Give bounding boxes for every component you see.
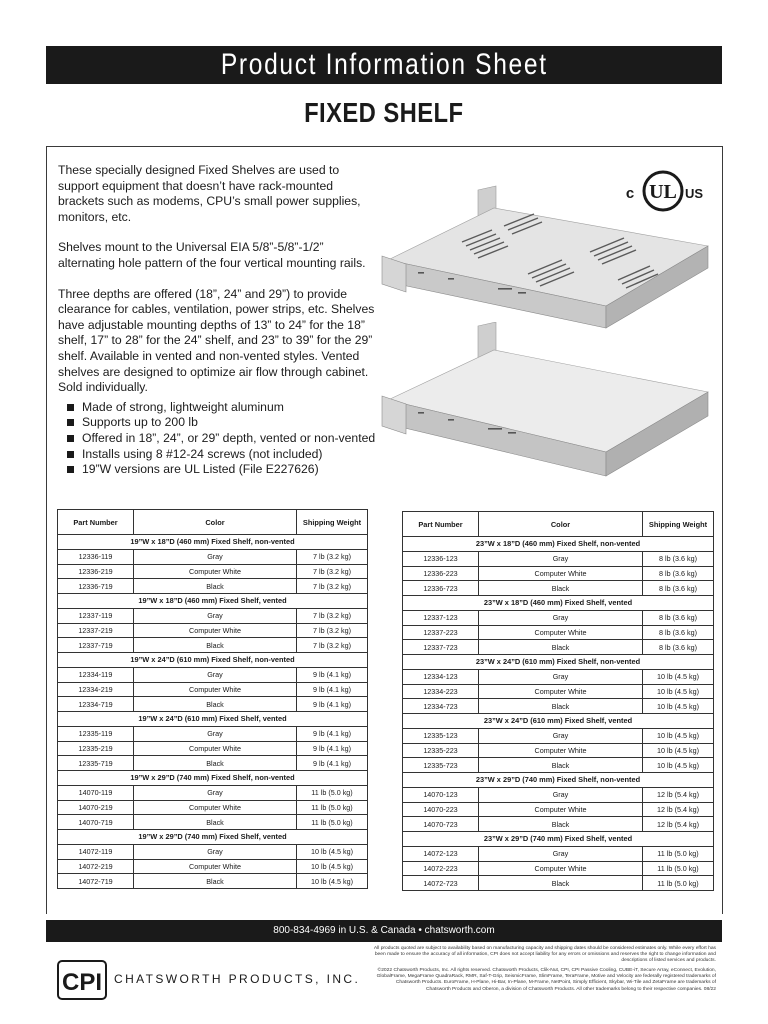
part-number-cell: 14072-219 <box>58 859 134 874</box>
table-row <box>403 566 714 581</box>
header-part-number: Part Number <box>58 510 134 535</box>
table-group-row <box>58 594 368 609</box>
table-header-row <box>58 510 368 535</box>
feature-item: Installs using 8 #12-24 screws (not included) <box>66 447 378 463</box>
part-number-cell: 12334-123 <box>403 669 479 684</box>
weight-cell: 7 lb (3.2 kg) <box>297 579 368 594</box>
table-row <box>58 549 368 564</box>
table-row <box>58 623 368 638</box>
table-row <box>403 743 714 758</box>
group-title: 23”W x 24”D (610 mm) Fixed Shelf, non-vented <box>403 655 714 670</box>
header-part-number: Part Number <box>403 512 479 537</box>
non-vented-shelf-image <box>378 322 714 480</box>
table-row <box>58 844 368 859</box>
table-row <box>403 846 714 861</box>
color-cell: Computer White <box>479 743 643 758</box>
table-row <box>403 640 714 655</box>
table-group-row <box>403 537 714 552</box>
color-cell: Black <box>134 638 297 653</box>
weight-cell: 11 lb (5.0 kg) <box>643 876 714 891</box>
header-color: Color <box>134 510 297 535</box>
color-cell: Black <box>479 817 643 832</box>
part-number-cell: 12334-219 <box>58 682 134 697</box>
table-row <box>403 817 714 832</box>
ul-left-text: c <box>625 185 635 202</box>
table-row <box>58 697 368 712</box>
weight-cell: 11 lb (5.0 kg) <box>297 815 368 830</box>
table-row <box>58 608 368 623</box>
table-group-row <box>58 771 368 786</box>
color-cell: Black <box>479 640 643 655</box>
color-cell: Computer White <box>134 800 297 815</box>
vented-shelf-image <box>378 184 714 334</box>
part-number-cell: 12335-219 <box>58 741 134 756</box>
weight-cell: 9 lb (4.1 kg) <box>297 682 368 697</box>
part-number-cell: 12336-719 <box>58 579 134 594</box>
table-group-row <box>58 830 368 845</box>
table-group-row <box>403 773 714 788</box>
weight-cell: 10 lb (4.5 kg) <box>643 758 714 773</box>
color-cell: Gray <box>134 667 297 682</box>
color-cell: Gray <box>134 726 297 741</box>
intro-text <box>58 163 378 478</box>
spec-table-19in <box>57 509 368 889</box>
table-row <box>403 728 714 743</box>
table-group-row <box>403 714 714 729</box>
weight-cell: 7 lb (3.2 kg) <box>297 549 368 564</box>
page-title: Product Information Sheet <box>220 48 548 81</box>
weight-cell: 10 lb (4.5 kg) <box>643 684 714 699</box>
header-color: Color <box>479 512 643 537</box>
weight-cell: 10 lb (4.5 kg) <box>643 699 714 714</box>
table-row <box>58 756 368 771</box>
weight-cell: 10 lb (4.5 kg) <box>643 669 714 684</box>
color-cell: Black <box>134 874 297 889</box>
table-row <box>58 800 368 815</box>
weight-cell: 12 lb (5.4 kg) <box>643 787 714 802</box>
table-row <box>403 684 714 699</box>
part-number-cell: 12335-119 <box>58 726 134 741</box>
weight-cell: 11 lb (5.0 kg) <box>643 846 714 861</box>
table-row <box>58 667 368 682</box>
part-number-cell: 12336-119 <box>58 549 134 564</box>
weight-cell: 9 lb (4.1 kg) <box>297 697 368 712</box>
contact-text: 800-834-4969 in U.S. & Canada • chatsworth.com <box>273 925 495 936</box>
color-cell: Black <box>479 758 643 773</box>
table-row <box>403 669 714 684</box>
color-cell: Computer White <box>134 623 297 638</box>
table-group-row <box>58 653 368 668</box>
part-number-cell: 14070-219 <box>58 800 134 815</box>
table-row <box>58 638 368 653</box>
part-number-cell: 12334-223 <box>403 684 479 699</box>
table-row <box>403 758 714 773</box>
feature-item: Offered in 18”, 24”, or 29” depth, vented or non-vented <box>66 431 378 447</box>
feature-item: 19”W versions are UL Listed (File E227626) <box>66 462 378 478</box>
feature-item: Supports up to 200 lb <box>66 415 378 431</box>
color-cell: Gray <box>134 549 297 564</box>
color-cell: Gray <box>134 844 297 859</box>
color-cell: Black <box>479 699 643 714</box>
weight-cell: 8 lb (3.6 kg) <box>643 581 714 596</box>
weight-cell: 9 lb (4.1 kg) <box>297 667 368 682</box>
color-cell: Gray <box>479 728 643 743</box>
spec-table-23in <box>402 511 714 891</box>
color-cell: Black <box>134 756 297 771</box>
feature-list <box>58 400 378 478</box>
table-row <box>58 785 368 800</box>
company-name: CHATSWORTH PRODUCTS, INC. <box>114 972 361 986</box>
part-number-cell: 12334-719 <box>58 697 134 712</box>
table-row <box>403 802 714 817</box>
part-number-cell: 12336-223 <box>403 566 479 581</box>
color-cell: Gray <box>479 551 643 566</box>
part-number-cell: 14072-223 <box>403 861 479 876</box>
part-number-cell: 12335-723 <box>403 758 479 773</box>
color-cell: Computer White <box>134 682 297 697</box>
header-shipping-weight: Shipping Weight <box>643 512 714 537</box>
color-cell: Black <box>134 579 297 594</box>
group-title: 23”W x 18”D (460 mm) Fixed Shelf, non-vented <box>403 537 714 552</box>
table-row <box>403 610 714 625</box>
table-row <box>58 859 368 874</box>
intro-paragraph-3: Three depths are offered (18”, 24” and 29”) to provide clearance for cables, ventilation, power strips, etc. Shelves have adjustable mounting depths of 13” to 24” for the 18” shelf, 17” to 28” for the 24” shelf, and 23” to 39” for the 29” shelf. Available in vented and non-vented styles. Vented shelves are designed to optimize air flow through cabinet. Sold individually. <box>58 286 375 395</box>
part-number-cell: 12335-719 <box>58 756 134 771</box>
ul-center-text: UL <box>649 181 677 203</box>
weight-cell: 7 lb (3.2 kg) <box>297 638 368 653</box>
weight-cell: 10 lb (4.5 kg) <box>297 859 368 874</box>
table-row <box>58 682 368 697</box>
part-number-cell: 14072-119 <box>58 844 134 859</box>
group-title: 19”W x 29”D (740 mm) Fixed Shelf, non-vented <box>58 771 368 786</box>
color-cell: Black <box>479 876 643 891</box>
weight-cell: 9 lb (4.1 kg) <box>297 756 368 771</box>
table-group-row <box>58 712 368 727</box>
part-number-cell: 14070-223 <box>403 802 479 817</box>
contact-bar <box>46 920 722 942</box>
color-cell: Gray <box>479 610 643 625</box>
group-title: 19”W x 29”D (740 mm) Fixed Shelf, vented <box>58 830 368 845</box>
part-number-cell: 12334-723 <box>403 699 479 714</box>
group-title: 19”W x 18”D (460 mm) Fixed Shelf, non-vented <box>58 535 368 550</box>
intro-paragraph-2: Shelves mount to the Universal EIA 5/8”-5/8”-1/2” alternating hole pattern of the four vertical mounting rails. <box>58 240 366 270</box>
table-body <box>403 537 714 891</box>
table-row <box>403 787 714 802</box>
color-cell: Gray <box>134 608 297 623</box>
weight-cell: 7 lb (3.2 kg) <box>297 623 368 638</box>
color-cell: Gray <box>479 846 643 861</box>
weight-cell: 7 lb (3.2 kg) <box>297 608 368 623</box>
table-row <box>403 625 714 640</box>
table-row <box>58 815 368 830</box>
table-row <box>58 874 368 889</box>
part-number-cell: 12337-723 <box>403 640 479 655</box>
table-row <box>58 741 368 756</box>
part-number-cell: 12336-123 <box>403 551 479 566</box>
group-title: 23”W x 24”D (610 mm) Fixed Shelf, vented <box>403 714 714 729</box>
weight-cell: 8 lb (3.6 kg) <box>643 551 714 566</box>
part-number-cell: 12337-123 <box>403 610 479 625</box>
part-number-cell: 12336-723 <box>403 581 479 596</box>
header-shipping-weight: Shipping Weight <box>297 510 368 535</box>
part-number-cell: 12334-119 <box>58 667 134 682</box>
color-cell: Computer White <box>134 564 297 579</box>
table-header-row <box>403 512 714 537</box>
color-cell: Computer White <box>479 684 643 699</box>
color-cell: Computer White <box>134 859 297 874</box>
group-title: 19”W x 24”D (610 mm) Fixed Shelf, non-vented <box>58 653 368 668</box>
part-number-cell: 14070-723 <box>403 817 479 832</box>
weight-cell: 9 lb (4.1 kg) <box>297 741 368 756</box>
product-name-text: FIXED SHELF <box>304 97 464 128</box>
table-group-row <box>58 535 368 550</box>
color-cell: Computer White <box>479 861 643 876</box>
table-row <box>403 581 714 596</box>
product-name <box>0 97 768 129</box>
legal-text <box>370 946 716 997</box>
cpi-logo-icon <box>57 960 107 1000</box>
color-cell: Computer White <box>479 625 643 640</box>
table-row <box>403 876 714 891</box>
color-cell: Computer White <box>134 741 297 756</box>
color-cell: Gray <box>479 787 643 802</box>
weight-cell: 11 lb (5.0 kg) <box>297 800 368 815</box>
table-group-row <box>403 832 714 847</box>
part-number-cell: 14070-719 <box>58 815 134 830</box>
weight-cell: 10 lb (4.5 kg) <box>297 874 368 889</box>
color-cell: Gray <box>479 669 643 684</box>
table-row <box>403 551 714 566</box>
table-group-row <box>403 596 714 611</box>
weight-cell: 10 lb (4.5 kg) <box>297 844 368 859</box>
table-row <box>403 699 714 714</box>
weight-cell: 10 lb (4.5 kg) <box>643 728 714 743</box>
color-cell: Black <box>134 815 297 830</box>
intro-paragraph-1: These specially designed Fixed Shelves are used to support equipment that doesn’t have rack-mounted brackets such as modems, CPU’s small power supplies, monitors, etc. <box>58 163 361 224</box>
group-title: 23”W x 29”D (740 mm) Fixed Shelf, vented <box>403 832 714 847</box>
part-number-cell: 12337-719 <box>58 638 134 653</box>
weight-cell: 10 lb (4.5 kg) <box>643 743 714 758</box>
part-number-cell: 14072-123 <box>403 846 479 861</box>
group-title: 23”W x 29”D (740 mm) Fixed Shelf, non-vented <box>403 773 714 788</box>
part-number-cell: 14072-719 <box>58 874 134 889</box>
part-number-cell: 12336-219 <box>58 564 134 579</box>
disclaimer-text: All products quoted are subject to availability based on manufacturing capacity and shipping dates should be considered estimates only. While every effort has been made to ensure the accuracy of all information, CPI does not accept liability for any errors or omissions and reserves the right to change information and descriptions of listed services and products. <box>373 946 716 964</box>
color-cell: Computer White <box>479 566 643 581</box>
table-row <box>58 579 368 594</box>
table-body <box>58 535 368 889</box>
feature-item: Made of strong, lightweight aluminum <box>66 400 378 416</box>
weight-cell: 8 lb (3.6 kg) <box>643 640 714 655</box>
group-title: 19”W x 24”D (610 mm) Fixed Shelf, vented <box>58 712 368 727</box>
color-cell: Computer White <box>479 802 643 817</box>
weight-cell: 8 lb (3.6 kg) <box>643 610 714 625</box>
weight-cell: 12 lb (5.4 kg) <box>643 817 714 832</box>
weight-cell: 7 lb (3.2 kg) <box>297 564 368 579</box>
part-number-cell: 14070-119 <box>58 785 134 800</box>
group-title: 23”W x 18”D (460 mm) Fixed Shelf, vented <box>403 596 714 611</box>
color-cell: Gray <box>134 785 297 800</box>
copyright-text: ©2022 Chatsworth Products, Inc. All rights reserved. Chatsworth Products, Clik-Nut, CPI, CPI Passive Cooling, CUBE-iT, Secure Array, eConnect, Evolution, GlobalFrame, MegaFrame QuadraRack, RMR, Saf-T-Grip, SeismicFrame, SlimFrame, TeraFrame, Motive and Velocity are federally registered trademarks of Chatsworth Products. EuroFrame, H-Plane, Hi-Bar, In-Plane, M-Frame, NetPoint, Simply Efficient, Skybar, Wi-Tile and ZetaFrame are trademarks of Chatsworth Products and Oberon, a division of Chatsworth Products. All other trademarks belong to their respective companies. 08/22 <box>376 968 716 992</box>
color-cell: Black <box>479 581 643 596</box>
weight-cell: 11 lb (5.0 kg) <box>297 785 368 800</box>
weight-cell: 9 lb (4.1 kg) <box>297 726 368 741</box>
part-number-cell: 12337-219 <box>58 623 134 638</box>
title-bar <box>46 46 722 84</box>
weight-cell: 8 lb (3.6 kg) <box>643 625 714 640</box>
weight-cell: 11 lb (5.0 kg) <box>643 861 714 876</box>
ul-right-text: US <box>684 186 704 201</box>
part-number-cell: 14072-723 <box>403 876 479 891</box>
logo-text: CPI <box>61 969 103 996</box>
weight-cell: 8 lb (3.6 kg) <box>643 566 714 581</box>
part-number-cell: 12335-223 <box>403 743 479 758</box>
weight-cell: 12 lb (5.4 kg) <box>643 802 714 817</box>
part-number-cell: 14070-123 <box>403 787 479 802</box>
color-cell: Black <box>134 697 297 712</box>
table-row <box>58 726 368 741</box>
part-number-cell: 12337-119 <box>58 608 134 623</box>
part-number-cell: 12335-123 <box>403 728 479 743</box>
table-group-row <box>403 655 714 670</box>
group-title: 19”W x 18”D (460 mm) Fixed Shelf, vented <box>58 594 368 609</box>
table-row <box>58 564 368 579</box>
table-row <box>403 861 714 876</box>
part-number-cell: 12337-223 <box>403 625 479 640</box>
